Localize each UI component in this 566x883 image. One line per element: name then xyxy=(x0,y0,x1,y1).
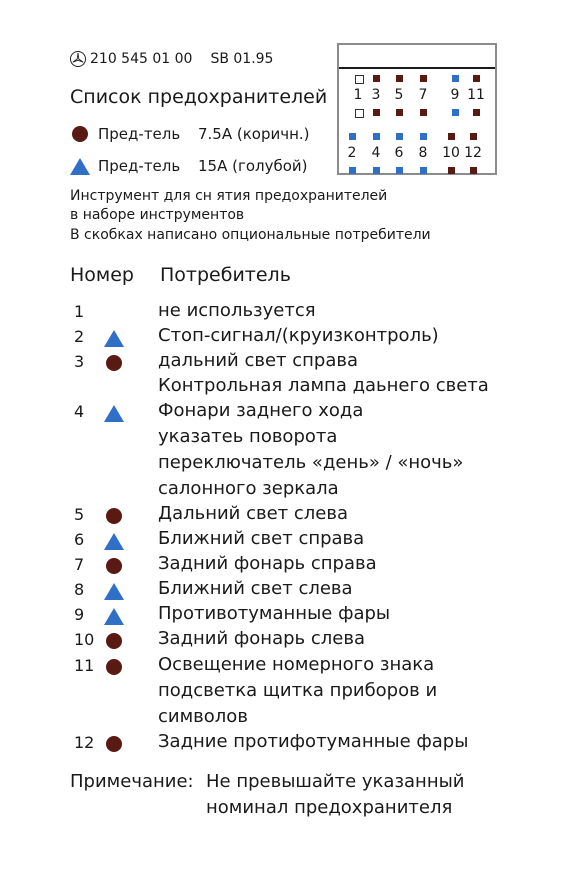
fuse-terminal xyxy=(473,109,480,116)
fuse-terminal xyxy=(396,133,403,140)
fuse-terminal xyxy=(470,167,477,174)
fuse-terminal xyxy=(452,75,459,82)
row-number: 5 xyxy=(74,505,85,524)
fuse-terminal xyxy=(420,133,427,140)
fuse-terminal xyxy=(396,109,403,116)
fuse-box-diagram xyxy=(337,43,497,175)
triangle-icon xyxy=(104,533,124,550)
fuse-number: 2 xyxy=(347,145,357,161)
fuse-terminal xyxy=(473,75,480,82)
fuse-number: 7 xyxy=(418,87,428,103)
row-symbol xyxy=(104,352,124,374)
note-line: Инструмент для сн ятия предохранителей xyxy=(70,188,388,204)
row-symbol xyxy=(104,733,124,755)
row-number: 2 xyxy=(74,327,85,346)
fuse-number: 10 xyxy=(442,145,460,161)
triangle-icon xyxy=(70,158,90,175)
fuse-terminal xyxy=(373,133,380,140)
fuse-slot xyxy=(464,75,484,119)
row-number: 9 xyxy=(74,605,85,624)
row-symbol xyxy=(104,630,124,652)
column-header-consumer: Потребитель xyxy=(160,264,291,286)
fuse-slot xyxy=(351,75,371,119)
triangle-icon xyxy=(104,405,124,422)
fuse-terminal xyxy=(373,75,380,82)
triangle-icon xyxy=(104,330,124,347)
fuse-terminal xyxy=(396,75,403,82)
row-consumer-text: Задние протифотуманные фары xyxy=(158,731,469,752)
row-consumer-text: Фонари заднего хода xyxy=(158,400,364,421)
fuse-slot xyxy=(369,133,389,177)
row-consumer-text: Освещение номерного знака xyxy=(158,654,435,675)
row-consumer-text: Противотуманные фары xyxy=(158,603,391,624)
row-number: 6 xyxy=(74,530,85,549)
row-symbol xyxy=(104,530,124,552)
row-consumer-text: Задний фонарь слева xyxy=(158,628,365,649)
circle-icon xyxy=(72,126,88,142)
row-symbol xyxy=(104,605,124,627)
row-consumer-text: салонного зеркала xyxy=(158,478,339,499)
fuse-slot xyxy=(345,133,365,177)
fuse-terminal xyxy=(355,75,364,84)
circle-icon xyxy=(106,659,122,675)
row-consumer-text: символов xyxy=(158,706,248,727)
fuse-number: 12 xyxy=(464,145,482,161)
fuse-terminal xyxy=(448,167,455,174)
circle-icon xyxy=(106,508,122,524)
circle-icon xyxy=(106,355,122,371)
fuse-terminal xyxy=(373,167,380,174)
row-number: 8 xyxy=(74,580,85,599)
legend-rating: 7.5A (коричн.) xyxy=(198,125,310,143)
mercedes-star-icon xyxy=(70,51,86,67)
fuse-number: 11 xyxy=(467,87,485,103)
fuse-number: 3 xyxy=(371,87,381,103)
legend-label: Пред-тель xyxy=(98,125,181,143)
row-number: 7 xyxy=(74,555,85,574)
row-number: 1 xyxy=(74,302,85,321)
row-symbol xyxy=(104,505,124,527)
row-symbol xyxy=(104,555,124,577)
fuse-terminal xyxy=(396,167,403,174)
row-number: 12 xyxy=(74,733,95,752)
fuse-terminal xyxy=(420,109,427,116)
row-number: 10 xyxy=(74,630,95,649)
issue-code: SB 01.95 xyxy=(210,51,274,67)
fuse-number: 8 xyxy=(418,145,428,161)
fuse-number: 6 xyxy=(394,145,404,161)
circle-icon xyxy=(106,633,122,649)
footnote-label: Примечание: xyxy=(70,771,194,792)
fuse-terminal xyxy=(420,167,427,174)
row-consumer-text: дальний свет справа xyxy=(158,350,359,371)
row-consumer-text: указатеь поворота xyxy=(158,426,338,447)
legend-rating: 15A (голубой) xyxy=(198,157,308,175)
fuse-terminal xyxy=(373,109,380,116)
note-line: в наборе инструментов xyxy=(70,207,245,223)
legend-item-blue xyxy=(70,157,308,175)
triangle-icon xyxy=(104,608,124,625)
fuse-terminal xyxy=(349,133,356,140)
fuse-slot xyxy=(392,133,412,177)
fuse-slot xyxy=(392,75,412,119)
row-symbol xyxy=(104,580,124,602)
triangle-icon xyxy=(104,583,124,600)
column-header-number: Номер xyxy=(70,264,134,286)
fuse-terminal xyxy=(355,109,364,118)
row-consumer-text: Задний фонарь справа xyxy=(158,553,377,574)
fuse-slot xyxy=(416,133,436,177)
fuse-box-divider xyxy=(339,67,495,69)
footnote-line: Не превышайте указанный xyxy=(206,771,465,792)
fuse-terminal xyxy=(349,167,356,174)
row-consumer-text: Контрольная лампа даьнего света xyxy=(158,375,489,396)
row-number: 3 xyxy=(74,352,85,371)
row-consumer-text: Дальний свет слева xyxy=(158,503,348,524)
page-title: Список предохранителей xyxy=(70,86,328,108)
circle-icon xyxy=(106,558,122,574)
fuse-slot xyxy=(461,133,481,177)
row-symbol xyxy=(104,327,124,349)
legend-item-brown xyxy=(70,125,310,143)
row-consumer-text: подсветка щитка приборов и xyxy=(158,680,438,701)
part-number: 210 545 01 00 xyxy=(90,51,193,67)
circle-icon xyxy=(106,736,122,752)
fuse-slot xyxy=(439,133,459,177)
row-consumer-text: не используется xyxy=(158,300,316,321)
fuse-number: 5 xyxy=(394,87,404,103)
row-number: 11 xyxy=(74,656,95,675)
fuse-number: 1 xyxy=(353,87,363,103)
row-consumer-text: Ближний свет справа xyxy=(158,528,365,549)
fuse-terminal xyxy=(420,75,427,82)
fuse-terminal xyxy=(470,133,477,140)
fuse-terminal xyxy=(452,109,459,116)
row-consumer-text: Стоп-сигнал/(круизконтроль) xyxy=(158,325,439,346)
fuse-slot xyxy=(416,75,436,119)
fuse-terminal xyxy=(448,133,455,140)
fuse-slot xyxy=(369,75,389,119)
row-symbol xyxy=(104,656,124,678)
part-header xyxy=(70,51,273,67)
row-symbol xyxy=(104,402,124,424)
fuse-number: 9 xyxy=(450,87,460,103)
row-consumer-text: Ближний свет слева xyxy=(158,578,353,599)
row-consumer-text: переключатель «день» / «ночь» xyxy=(158,452,464,473)
legend-label: Пред-тель xyxy=(98,157,181,175)
footnote-line: номинал предохранителя xyxy=(206,797,453,818)
fuse-number: 4 xyxy=(371,145,381,161)
note-line: В скобках написано опциональные потребители xyxy=(70,227,431,243)
row-number: 4 xyxy=(74,402,85,421)
